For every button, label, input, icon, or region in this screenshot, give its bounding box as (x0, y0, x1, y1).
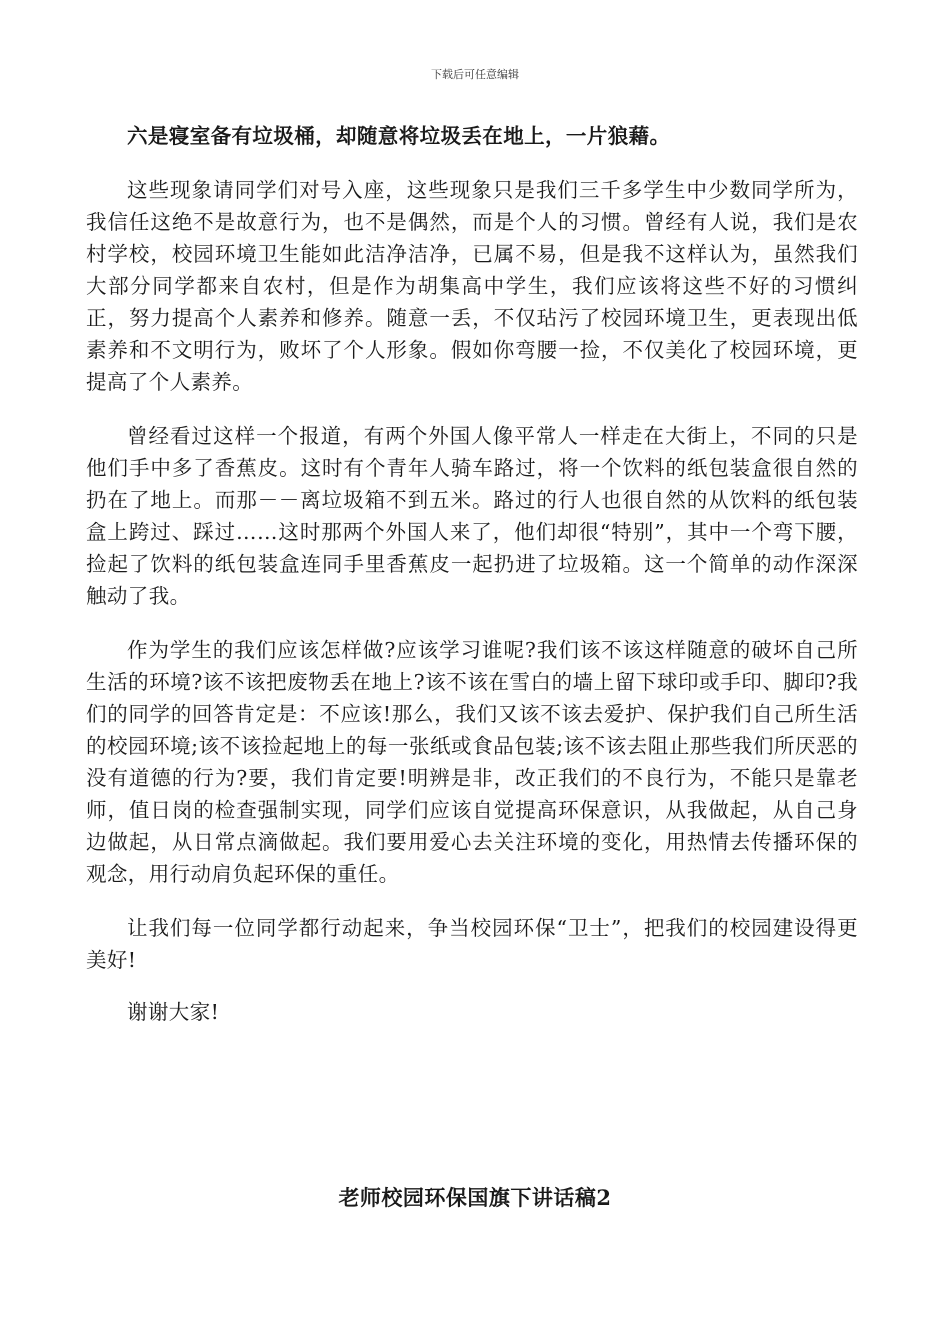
paragraph-3: 曾经看过这样一个报道，有两个外国人像平常人一样走在大街上，不同的只是他们手中多了香蕉皮。这时有个青年人骑车路过，将一个饮料的纸包装盒很自然的扔在了地上。而那－－离垃圾箱不到五米。路过的行人也很自然的从饮料的纸包装盒上跨过、踩过……这时那两个外国人来了，他们却很“特别”，其中一个弯下腰，捡起了饮料的纸包装盒连同手里香蕉皮一起扔进了垃圾箱。这一个简单的动作深深触动了我。 (86, 424, 858, 608)
section-title: 老师校园环保国旗下讲话稿2 (338, 1185, 612, 1210)
document-body (86, 120, 858, 1028)
paragraph-4: 作为学生的我们应该怎样做?应该学习谁呢?我们该不该这样随意的破坏自己所生活的环境?该不该把废物丢在地上?该不该在雪白的墙上留下球印或手印、脚印?我们的同学的回答肯定是：不应该!那么，我们又该不该去爱护、保护我们自己所生活的校园环境;该不该捡起地上的每一张纸或食品包装;该不该去阻止那些我们所厌恶的没有道德的行为?要，我们肯定要!明辨是非，改正我们的不良行为，不能只是靠老师，值日岗的检查强制实现，同学们应该自觉提高环保意识，从我做起，从自己身边做起，从日常点滴做起。我们要用爱心去关注环境的变化，用热情去传播环保的观念，用行动肩负起环保的重任。 (86, 638, 858, 886)
paragraph-1: 六是寝室备有垃圾桶，却随意将垃圾丢在地上，一片狼藉。 (127, 124, 671, 148)
paragraph-5: 让我们每一位同学都行动起来，争当校园环保“卫士”，把我们的校园建设得更美好! (86, 916, 858, 972)
header-note: 下载后可任意编辑 (431, 68, 519, 81)
paragraph-2: 这些现象请同学们对号入座，这些现象只是我们三千多学生中少数同学所为，我信任这绝不是故意行为，也不是偶然，而是个人的习惯。曾经有人说，我们是农村学校，校园环境卫生能如此洁净洁净，已属不易，但是我不这样认为，虽然我们大部分同学都来自农村，但是作为胡集高中学生，我们应该将这些不好的习惯纠正，努力提高个人素养和修养。随意一丢，不仅玷污了校园环境卫生，更表现出低素养和不文明行为，败坏了个人形象。假如你弯腰一捡，不仅美化了校园环境，更提高了个人素养。 (86, 178, 858, 394)
paragraph-6: 谢谢大家! (127, 1000, 220, 1024)
